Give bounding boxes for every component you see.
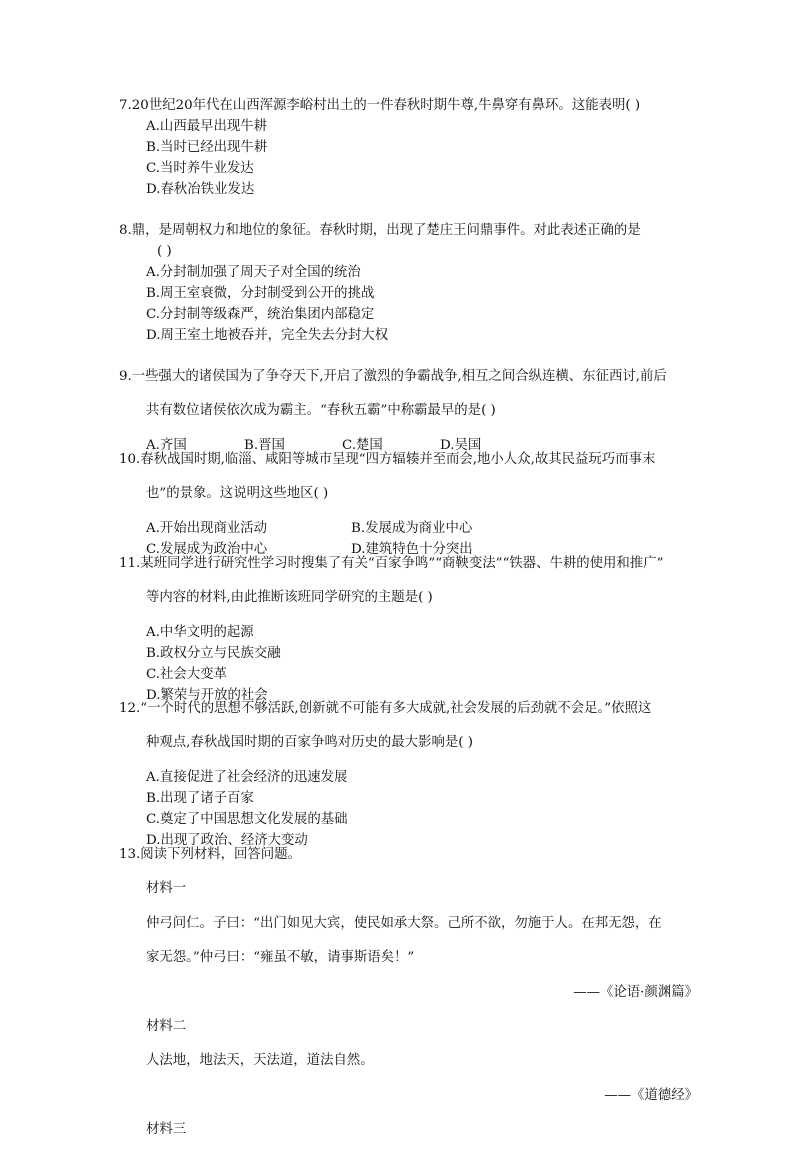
question-stem: 13.阅读下列材料，回答问题。 [119, 847, 301, 862]
question-13 [119, 844, 704, 1154]
option-c: C.奠定了中国思想文化发展的基础 [146, 811, 348, 827]
question-stem-continued: 也”的景象。这说明这些地区( ) [146, 486, 329, 502]
question-stem-continued [119, 241, 704, 262]
option-a: A.开始出现商业活动 [146, 520, 268, 536]
option-c: C.分封制等级森严，统治集团内部稳定 [146, 307, 375, 322]
option-a: A.山西最早出现牛耕 [146, 119, 268, 134]
option-d: D.繁荣与开放的社会 [146, 687, 268, 703]
option-a: A.齐国 [146, 437, 187, 453]
material-1-line: 家无怨。”仲弓曰：“雍虽不敏，请事斯语矣！” [146, 950, 415, 966]
question-stem: 7.20世纪20年代在山西浑源李峪村出土的一件春秋时期牛尊,牛鼻穿有鼻环。这能表明( ) [119, 98, 641, 113]
option-b: B.周王室衰微，分封制受到公开的挑战 [146, 286, 375, 301]
option-b: B.晋国 [244, 437, 285, 453]
question-9 [119, 366, 704, 456]
option-a: A.中华文明的起源 [146, 624, 254, 640]
question-10 [119, 449, 704, 560]
material-1-source: ——《论语·颜渊篇》 [573, 984, 698, 1000]
option-d: D.吴国 [440, 437, 482, 453]
question-stem: 8.鼎，是周朝权力和地位的象征。春秋时期，出现了楚庄王问鼎事件。对此表述正确的是 [119, 223, 641, 238]
material-2-source: ——《道德经》 [604, 1087, 698, 1103]
question-stem: 12.“一个时代的思想不够活跃,创新就不可能有多大成就,社会发展的后劲就不会足。”依照这 [119, 701, 652, 716]
option-c: C.当时养牛业发达 [146, 161, 254, 176]
option-b: B.政权分立与民族交融 [146, 645, 281, 661]
question-stem-continued: 种观点,春秋战国时期的百家争鸣对历史的最大影响是( ) [146, 735, 473, 751]
option-c: C.社会大变革 [146, 666, 227, 682]
option-b: B.当时已经出现牛耕 [146, 140, 268, 155]
option-c: C.楚国 [342, 437, 383, 453]
question-stem: 10.春秋战国时期,临淄、咸阳等城市呈现“四方辐辏并至而会,地小人众,故其民益玩巧而事末 [119, 452, 656, 467]
option-c: C.发展成为政治中心 [146, 541, 268, 557]
question-stem: 9.一些强大的诸侯国为了争夺天下,开启了激烈的争霸战争,相互之间合纵连横、东征西讨,前后 [119, 369, 667, 384]
option-d: D.周王室土地被吞并，完全失去分封大权 [146, 328, 389, 343]
material-2-line: 人法地，地法天，天法道，道法自然。 [146, 1053, 374, 1069]
question-7 [119, 95, 704, 200]
material-1-line: 仲弓问仁。子曰：“出门如见大宾，使民如承大祭。己所不欲，勿施于人。在邦无怨，在 [146, 915, 662, 931]
question-stem-continued: 共有数位诸侯依次成为霸主。“春秋五霸”中称霸最早的是( ) [146, 403, 496, 419]
question-11 [119, 553, 704, 706]
question-stem: 11.某班同学进行研究性学习时搜集了有关“百家争鸣”“商鞅变法”“铁器、牛耕的使用和推广” [119, 556, 664, 571]
option-a: A.分封制加强了周天子对全国的统治 [146, 265, 361, 280]
option-b: B.发展成为商业中心 [351, 520, 473, 536]
question-8 [119, 220, 704, 346]
question-12 [119, 698, 704, 851]
option-d: D.春秋冶铁业发达 [146, 182, 255, 197]
material-1-title: 材料一 [146, 881, 187, 897]
question-stem-continued: 等内容的材料,由此推断该班同学研究的主题是( ) [146, 590, 433, 606]
option-d: D.出现了政治、经济大变动 [146, 832, 308, 848]
options-row [119, 518, 704, 539]
answer-blank: ( ) [157, 244, 172, 259]
material-2-title: 材料二 [146, 1018, 187, 1034]
option-a: A.直接促进了社会经济的迅速发展 [146, 769, 348, 785]
option-b: B.出现了诸子百家 [146, 790, 254, 806]
material-3-title: 材料三 [146, 1122, 187, 1138]
option-d: D.建筑特色十分突出 [351, 541, 473, 557]
